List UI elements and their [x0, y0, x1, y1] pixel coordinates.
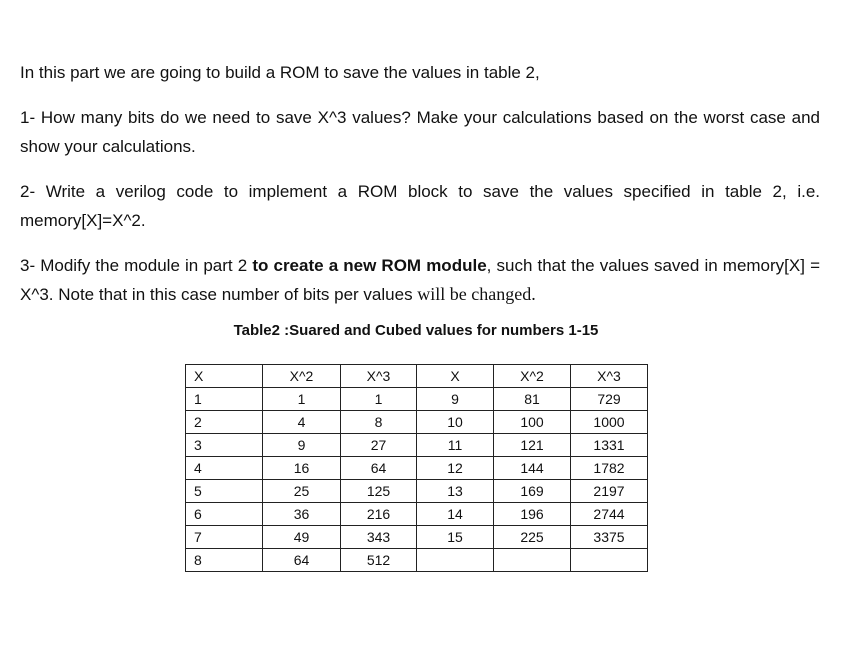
table-body	[186, 388, 648, 572]
table-cell: 2	[186, 411, 263, 434]
question-3-text-b: , such that the values saved in memory[X] = X^3. Note that in this case number of bits per values	[20, 256, 820, 304]
table-cell: 13	[417, 480, 494, 503]
table-cell: 125	[341, 480, 417, 503]
table-cell: 81	[494, 388, 571, 411]
table-cell: 2197	[571, 480, 648, 503]
table-cell: 1331	[571, 434, 648, 457]
table-cell: 121	[494, 434, 571, 457]
table-cell: 8	[341, 411, 417, 434]
table-row	[186, 388, 648, 411]
question-3-serif: will be changed.	[417, 284, 536, 304]
table-cell: 1	[263, 388, 341, 411]
table-cell: 8	[186, 549, 263, 572]
table-cell: 1782	[571, 457, 648, 480]
table-cell: 2744	[571, 503, 648, 526]
table-cell: 3	[186, 434, 263, 457]
table-row	[186, 526, 648, 549]
header-x-cubed-right: X^3	[571, 365, 648, 388]
header-x-right: X	[417, 365, 494, 388]
question-3	[20, 251, 820, 309]
table-caption: Table2 :Suared and Cubed values for numbers 1-15	[233, 322, 599, 339]
table-row	[186, 549, 648, 572]
table-header-row	[186, 365, 648, 388]
intro-paragraph: In this part we are going to build a ROM to save the values in table 2,	[20, 63, 540, 82]
table-row	[186, 480, 648, 503]
table-cell: 14	[417, 503, 494, 526]
table-cell: 64	[341, 457, 417, 480]
table-cell: 225	[494, 526, 571, 549]
table-cell: 25	[263, 480, 341, 503]
table-cell: 343	[341, 526, 417, 549]
table-cell: 27	[341, 434, 417, 457]
table-cell: 3375	[571, 526, 648, 549]
table-cell: 729	[571, 388, 648, 411]
table-cell: 1	[186, 388, 263, 411]
table-row	[186, 411, 648, 434]
table-cell: 64	[263, 549, 341, 572]
header-x-cubed: X^3	[341, 365, 417, 388]
table-cell: 512	[341, 549, 417, 572]
table-cell: 7	[186, 526, 263, 549]
table-cell: 9	[263, 434, 341, 457]
table-cell: 1	[341, 388, 417, 411]
table-cell	[571, 549, 648, 572]
question-2: 2- Write a verilog code to implement a ROM block to save the values specified in table 2, i.e. memory[X]=X^2.	[20, 182, 820, 230]
header-x-squared: X^2	[263, 365, 341, 388]
table-row	[186, 434, 648, 457]
table-cell: 100	[494, 411, 571, 434]
table-cell: 10	[417, 411, 494, 434]
table-cell: 11	[417, 434, 494, 457]
question-3-bold: to create a new ROM module	[252, 256, 487, 275]
table-cell	[417, 549, 494, 572]
table-cell: 1000	[571, 411, 648, 434]
table-cell: 196	[494, 503, 571, 526]
question-1: 1- How many bits do we need to save X^3 values? Make your calculations based on the worst case and show your calculations.	[20, 108, 820, 156]
table-cell: 6	[186, 503, 263, 526]
table-cell: 49	[263, 526, 341, 549]
document-body	[20, 58, 820, 572]
table-row	[186, 503, 648, 526]
table-row	[186, 457, 648, 480]
table-cell: 4	[263, 411, 341, 434]
table-cell: 36	[263, 503, 341, 526]
table-cell: 16	[263, 457, 341, 480]
table-cell	[494, 549, 571, 572]
table-cell: 12	[417, 457, 494, 480]
table-cell: 216	[341, 503, 417, 526]
table-cell: 4	[186, 457, 263, 480]
header-x-squared-right: X^2	[494, 365, 571, 388]
table-cell: 5	[186, 480, 263, 503]
table-cell: 9	[417, 388, 494, 411]
table-cell: 169	[494, 480, 571, 503]
table-cell: 144	[494, 457, 571, 480]
values-table	[185, 364, 648, 572]
question-3-text-a: 3- Modify the module in part 2	[20, 256, 253, 275]
header-x: X	[186, 365, 263, 388]
table-cell: 15	[417, 526, 494, 549]
